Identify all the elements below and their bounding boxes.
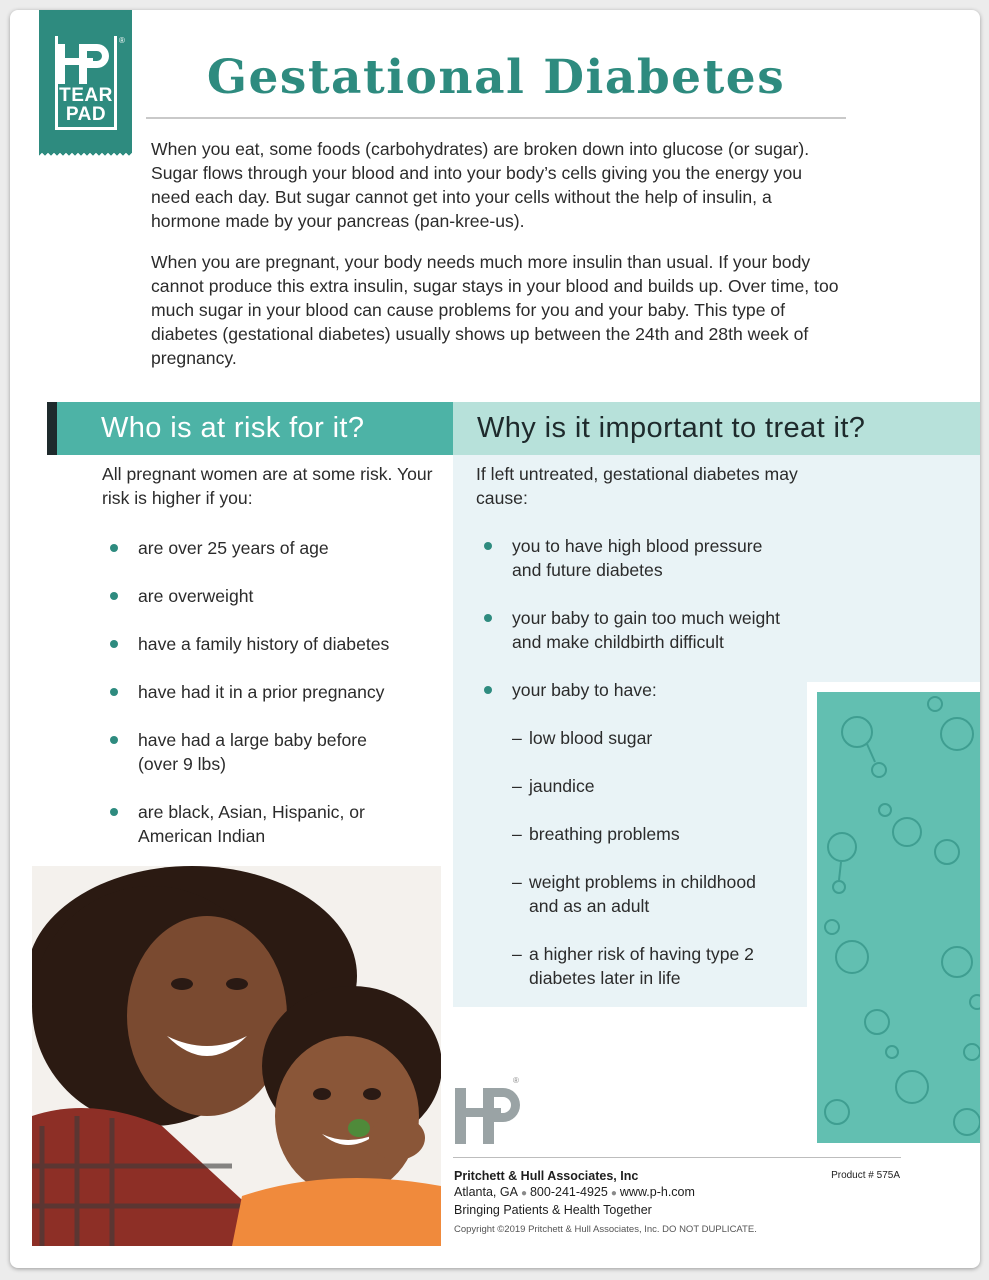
tagline: Bringing Patients & Health Together <box>454 1203 652 1217</box>
bullet-icon <box>484 542 492 550</box>
list-item: your baby to gain too much weight and make childbirth difficult <box>476 606 812 654</box>
registered-mark: ® <box>513 1076 519 1085</box>
header-accent-bar <box>47 402 57 455</box>
bullet-icon <box>484 614 492 622</box>
phone: 800-241-4925 <box>529 1185 608 1199</box>
intro-paragraph: When you eat, some foods (carbohydrates) are broken down into glucose (or sugar). Sugar flows through your blood and into your body’s cells giving you the energy you need each day. But sugar cannot get into your cells without the help of insulin, a hormone made by your pancreas (pan-kree-us). <box>151 139 810 231</box>
city: Atlanta, GA <box>454 1185 518 1199</box>
bullet-icon <box>110 808 118 816</box>
dash-marker: – <box>512 776 522 796</box>
copyright-notice: Copyright ©2019 Pritchett & Hull Associates, Inc. DO NOT DUPLICATE. <box>454 1224 757 1235</box>
dash-marker: – <box>512 944 522 964</box>
footer-divider <box>453 1157 901 1158</box>
list-item: your baby to have: <box>476 678 816 702</box>
risk-heading: Who is at risk for it? <box>101 412 365 444</box>
list-item: – a higher risk of having type 2 diabetes later in life <box>512 944 754 988</box>
badge-zigzag-edge <box>39 152 132 158</box>
list-item: have had a large baby before (over 9 lbs) <box>102 728 368 776</box>
mother-child-photo <box>32 866 441 1246</box>
dash-marker: – <box>512 872 522 892</box>
separator-dot: ● <box>520 1188 527 1199</box>
intro-text <box>151 137 841 387</box>
decorative-pattern-panel <box>807 682 980 1143</box>
list-item: – jaundice <box>512 776 595 796</box>
handout-page <box>10 10 980 1268</box>
photo-illustration <box>32 866 441 1246</box>
list-item: have had it in a prior pregnancy <box>102 680 442 704</box>
treat-heading: Why is it important to treat it? <box>477 412 866 444</box>
separator-dot: ● <box>610 1188 617 1199</box>
dash-marker: – <box>512 824 522 844</box>
tear-pad-badge <box>39 10 132 152</box>
bullet-icon <box>110 544 118 552</box>
list-item: – low blood sugar <box>512 728 653 748</box>
list-item: have a family history of diabetes <box>102 632 442 656</box>
bullet-icon <box>484 686 492 694</box>
risk-list <box>102 536 442 848</box>
rattle-pattern-icon <box>817 692 980 1143</box>
list-item: you to have high blood pressure and future diabetes <box>476 534 782 582</box>
company-name: Pritchett & Hull Associates, Inc <box>454 1169 639 1183</box>
risk-section <box>102 462 442 872</box>
treat-lead: If left untreated, gestational diabetes may cause: <box>476 464 798 508</box>
list-item: are over 25 years of age <box>102 536 442 560</box>
bullet-icon <box>110 592 118 600</box>
publisher-footer <box>454 1168 904 1238</box>
sub-list <box>476 726 816 990</box>
intro-paragraph: When you are pregnant, your body needs much more insulin than usual. If your body cannot produce this extra insulin, sugar stays in your blood and builds up. Over time, too much sugar in your blood can cause problems for you and your baby. This type of diabetes (gestational diabetes) usually shows up between the 24th and 28th week of pregnancy. <box>151 252 839 368</box>
bullet-icon <box>110 640 118 648</box>
list-item: are black, Asian, Hispanic, or American Indian <box>102 800 378 848</box>
ph-logo-icon <box>453 1078 523 1144</box>
list-item: – breathing problems <box>512 824 680 844</box>
list-item: – weight problems in childhood and as an adult <box>512 872 756 916</box>
registered-mark: ® <box>119 36 125 45</box>
cause-list <box>476 534 816 702</box>
treat-section-header <box>453 402 980 455</box>
dash-marker: – <box>512 728 522 748</box>
contact-line <box>454 1184 904 1202</box>
badge-line-2: PAD <box>65 104 107 125</box>
website-link[interactable]: www.p-h.com <box>619 1185 695 1199</box>
treat-section <box>476 462 816 1014</box>
badge-line-1: TEAR <box>59 85 113 106</box>
page-title: Gestational Diabetes <box>206 50 786 105</box>
product-number: Product # 575A <box>831 1170 900 1181</box>
bullet-icon <box>110 736 118 744</box>
list-item: are overweight <box>102 584 442 608</box>
risk-lead: All pregnant women are at some risk. Your risk is higher if you: <box>102 464 433 508</box>
title-divider <box>146 117 846 119</box>
risk-section-header <box>47 402 453 455</box>
bullet-icon <box>110 688 118 696</box>
